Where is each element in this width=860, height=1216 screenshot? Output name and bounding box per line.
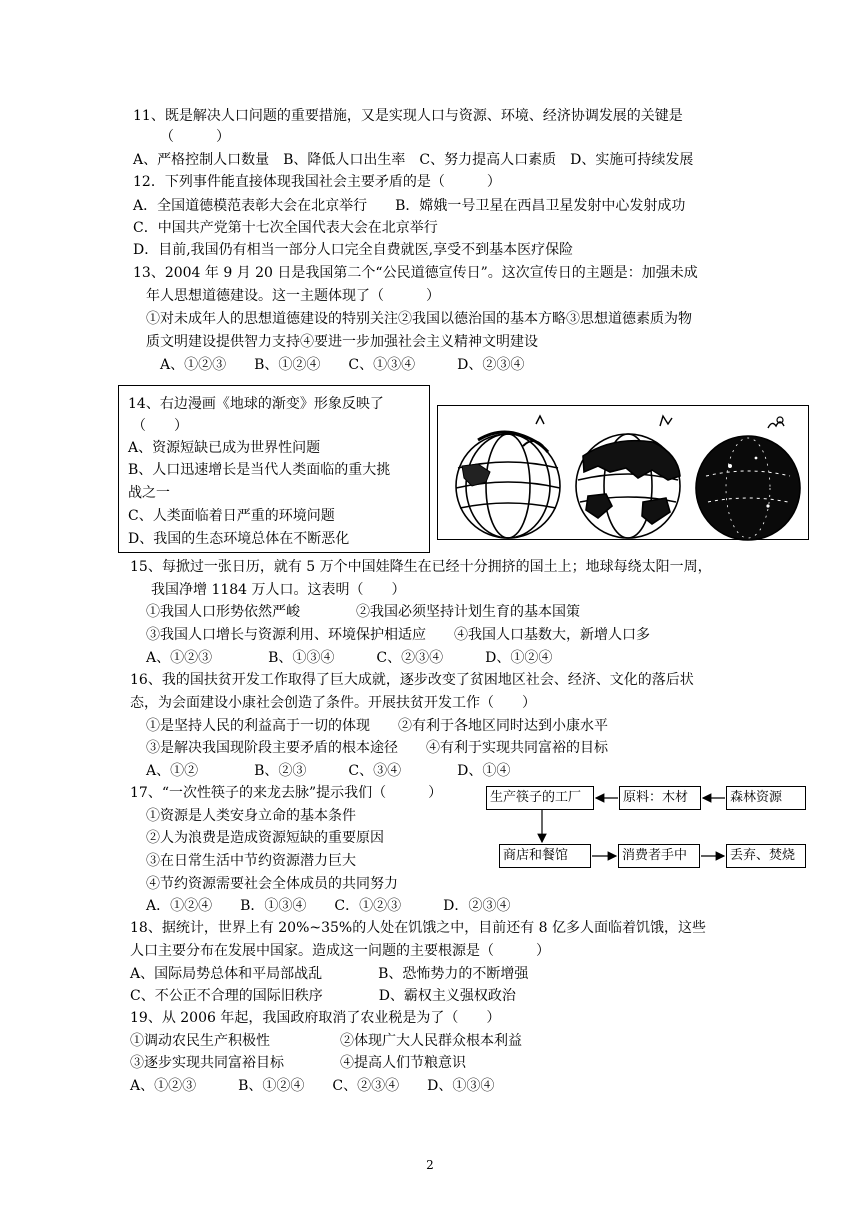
q16-statements: ①是坚持人民的利益高于一切的体现 ②有利于各地区同时达到小康水平 [146, 718, 608, 734]
globe-1 [456, 416, 560, 538]
q18-options-ab: A、国际局势总体和平局部战乱 B、恐怖势力的不断增强 [130, 966, 529, 982]
flow-material-box: 原料：木材 [619, 786, 701, 810]
q11-stem: 11、既是解决人口问题的重要措施，又是实现人口与资源、环境、经济协调发展的关键是 [133, 108, 683, 124]
q13-statements: ①对未成年人的思想道德建设的特别关注②我国以德治国的基本方略③思想道德素质为物 [146, 311, 692, 327]
q15-stem: 15、每掀过一张日历，就有 5 万个中国娃降生在已经十分拥挤的国土上；地球每绕太阳一周， [130, 559, 712, 575]
q14-option-d: D、我国的生态环境总体在不断恶化 [128, 531, 350, 547]
flow-forest-box: 森林资源 [726, 786, 806, 810]
globe-3 [696, 417, 800, 540]
q18-stem: 18、据统计，世界上有 20%~35%的人处在饥饿之中，目前还有 8 亿多人面临着饥饿，这些 [130, 920, 707, 936]
q16-stem: 16、我的国扶贫开发工作取得了巨大成就，逐步改变了贫困地区社会、经济、文化的落后状 [130, 672, 694, 688]
flow-shop-box: 商店和餐馆 [499, 844, 591, 868]
q15-options: A、①②③ B、①③④ C、②③④ D、①②④ [146, 650, 553, 666]
q19-options: A、①②③ B、①②④ C、②③④ D、①③④ [130, 1078, 495, 1094]
q18-options-cd: C、不公正不合理的国际旧秩序 D、霸权主义强权政治 [130, 988, 516, 1004]
flow-discard-box: 丢弃、焚烧 [726, 844, 806, 868]
q19-statements: ①调动农民生产积极性 ②体现广大人民群众根本利益 [130, 1033, 522, 1049]
flow-arrows [484, 782, 810, 874]
q12-option-c: C．中国共产党第十七次全国代表大会在北京举行 [133, 220, 438, 236]
q17-options: A．①②④ B．①③④ C．①②③ D．②③④ [146, 898, 511, 914]
globe-cartoon-drawing [438, 406, 810, 541]
q11-options: A、严格控制人口数量 B、降低人口出生率 C、努力提高人口素质 D、实施可持续发展 [133, 152, 694, 168]
q14-stem: 14、右边漫画《地球的渐变》形象反映了 [128, 396, 384, 412]
q14-option-c: C、人类面临着日严重的环境问题 [128, 508, 335, 524]
flow-factory-box: 生产筷子的工厂 [486, 786, 594, 810]
q19-statements-2: ③逐步实现共同富裕目标 ④提高人们节粮意识 [130, 1055, 466, 1071]
q17-stem: 17、“一次性筷子的来龙去脉”提示我们（ ） [130, 785, 443, 801]
q19-stem: 19、从 2006 年起，我国政府取消了农业税是为了（ ） [130, 1010, 501, 1026]
q13-statements-2: 质文明建设提供智力支持④要进一步加强社会主义精神文明建设 [146, 334, 538, 350]
page-number: 2 [426, 1158, 434, 1172]
globe-cartoon [437, 405, 809, 540]
q12-option-ab: A．全国道德模范表彰大会在北京举行 B．嫦娥一号卫星在西昌卫星发射中心发射成功 [133, 198, 686, 214]
q12-stem: 12．下列事件能直接体现我国社会主要矛盾的是（ ） [133, 174, 501, 190]
globe-2 [576, 416, 680, 538]
q16-statements-2: ③是解决我国现阶段主要矛盾的根本途径 ④有利于实现共同富裕的目标 [146, 740, 608, 756]
q13-stem-2: 年人思想道德建设。这一主题体现了（ ） [146, 288, 440, 304]
q17-statement-1: ①资源是人类安身立命的基本条件 [146, 808, 356, 824]
q12-option-d: D．目前,我国仍有相当一部分人口完全自费就医,享受不到基本医疗保险 [133, 242, 574, 258]
q18-stem-2: 人口主要分布在发展中国家。造成这一问题的主要根源是（ ） [130, 943, 550, 959]
q15-stem-2: 我国净增 1184 万人口。这表明（ ） [151, 582, 406, 598]
q16-stem-2: 态，为会面建设小康社会创造了条件。开展扶贫开发工作（ ） [130, 695, 536, 711]
flow-consumer-box: 消费者手中 [618, 844, 700, 868]
q17-statement-4: ④节约资源需要社会全体成员的共同努力 [146, 876, 398, 892]
q13-stem: 13、2004 年 9 月 20 日是我国第二个“公民道德宣传日”。这次宣传日的主题是：加强未成 [133, 265, 698, 281]
q13-options: A、①②③ B、①②④ C、①③④ D、②③④ [160, 357, 525, 373]
q16-options: A、①② B、②③ C、③④ D、①④ [146, 763, 511, 779]
q15-statements-2: ③我国人口增长与资源利用、环境保护相适应 ④我国人口基数大，新增人口多 [146, 627, 650, 643]
q17-statement-2: ②人为浪费是造成资源短缺的重要原因 [146, 830, 384, 846]
q14-option-a: A、资源短缺已成为世界性问题 [128, 440, 321, 456]
q14-blank: （ ） [132, 418, 188, 434]
q14-option-b: B、人口迅速增长是当代人类面临的重大挑 [128, 462, 391, 478]
q14-option-b-cont: 战之一 [128, 485, 170, 501]
q17-statement-3: ③在日常生活中节约资源潜力巨大 [146, 853, 356, 869]
q11-blank: （ ） [160, 129, 230, 145]
q15-statements: ①我国人口形势依然严峻 ②我国必须坚持计划生育的基本国策 [146, 604, 580, 620]
